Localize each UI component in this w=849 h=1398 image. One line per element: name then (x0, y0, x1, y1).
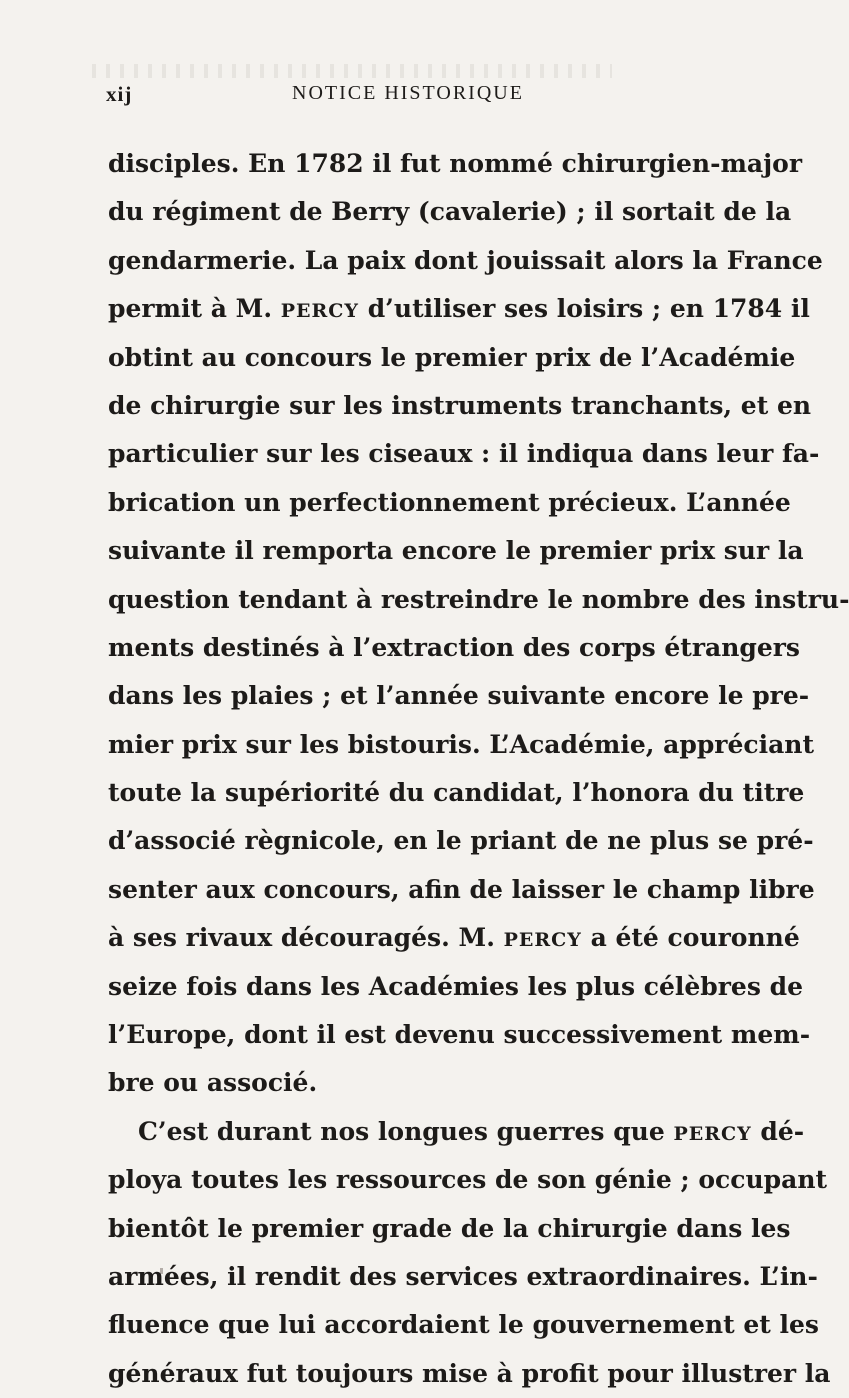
text-line: suivante il remporta encore le premier prix sur la (108, 536, 804, 566)
small-caps-name: PERCY (673, 1122, 752, 1145)
text-line: bientôt le premier grade de la chirurgie dans les (108, 1213, 791, 1243)
text-line: d’associé règnicole, en le priant de ne plus se pré- (108, 826, 814, 856)
text-line: gendarmerie. La paix dont jouissait alors la France (108, 245, 823, 275)
body-text (108, 140, 849, 1398)
page-header (106, 82, 706, 112)
text-line: l’Europe, dont il est devenu successivement mem- (108, 1020, 811, 1050)
text-line: fluence que lui accordaient le gouvernement et les (108, 1310, 819, 1340)
text-line: obtint au concours le premier prix de l’Académie (108, 342, 796, 372)
text-line: mier prix sur les bistouris. L’Académie, appréciant (108, 729, 815, 759)
running-title: NOTICE HISTORIQUE (292, 82, 524, 104)
text-line: brication un perfectionnement précieux. L’année (108, 487, 791, 517)
text-line: du régiment de Berry (cavalerie) ; il sortait de la (108, 197, 792, 227)
text-line: toute la supériorité du candidat, l’honora du titre (108, 778, 805, 808)
text-line: de chirurgie sur les instruments tranchants, et en (108, 390, 812, 420)
text-line: ploya toutes les ressources de son génie ; occupant (108, 1165, 828, 1195)
small-caps-name: PERCY (503, 929, 582, 952)
text-line: ments destinés à l’extraction des corps étrangers (108, 632, 801, 662)
bleed-through-marks (92, 64, 612, 78)
text-line: dans les plaies ; et l’année suivante encore le pre- (108, 681, 810, 711)
text-line: particulier sur les ciseaux : il indiqua dans leur fa- (108, 439, 820, 469)
text-line: permit à M. PERCY d’utiliser ses loisirs ; en 1784 il (108, 294, 810, 324)
text-line: généraux fut toujours mise à profit pour illustrer la (108, 1358, 831, 1388)
text-line: question tendant à restreindre le nombre des instru- (108, 584, 849, 614)
small-caps-name: PERCY (280, 300, 359, 323)
ink-speck (160, 1268, 163, 1274)
text-line: bre ou associé. (108, 1068, 318, 1098)
text-line: disciples. En 1782 il fut nommé chirurgien-major (108, 149, 802, 178)
text-line: seize fois dans les Académies les plus célèbres de (108, 971, 804, 1001)
text-line: armées, il rendit des services extraordinaires. L’in- (108, 1261, 818, 1291)
text-line: à ses rivaux découragés. M. PERCY a été couronné (108, 923, 800, 953)
page-number: xij (106, 82, 133, 106)
text-line: C’est durant nos longues guerres que PERCY dé- (138, 1116, 805, 1146)
text-line: senter aux concours, afin de laisser le champ libre (108, 874, 815, 904)
